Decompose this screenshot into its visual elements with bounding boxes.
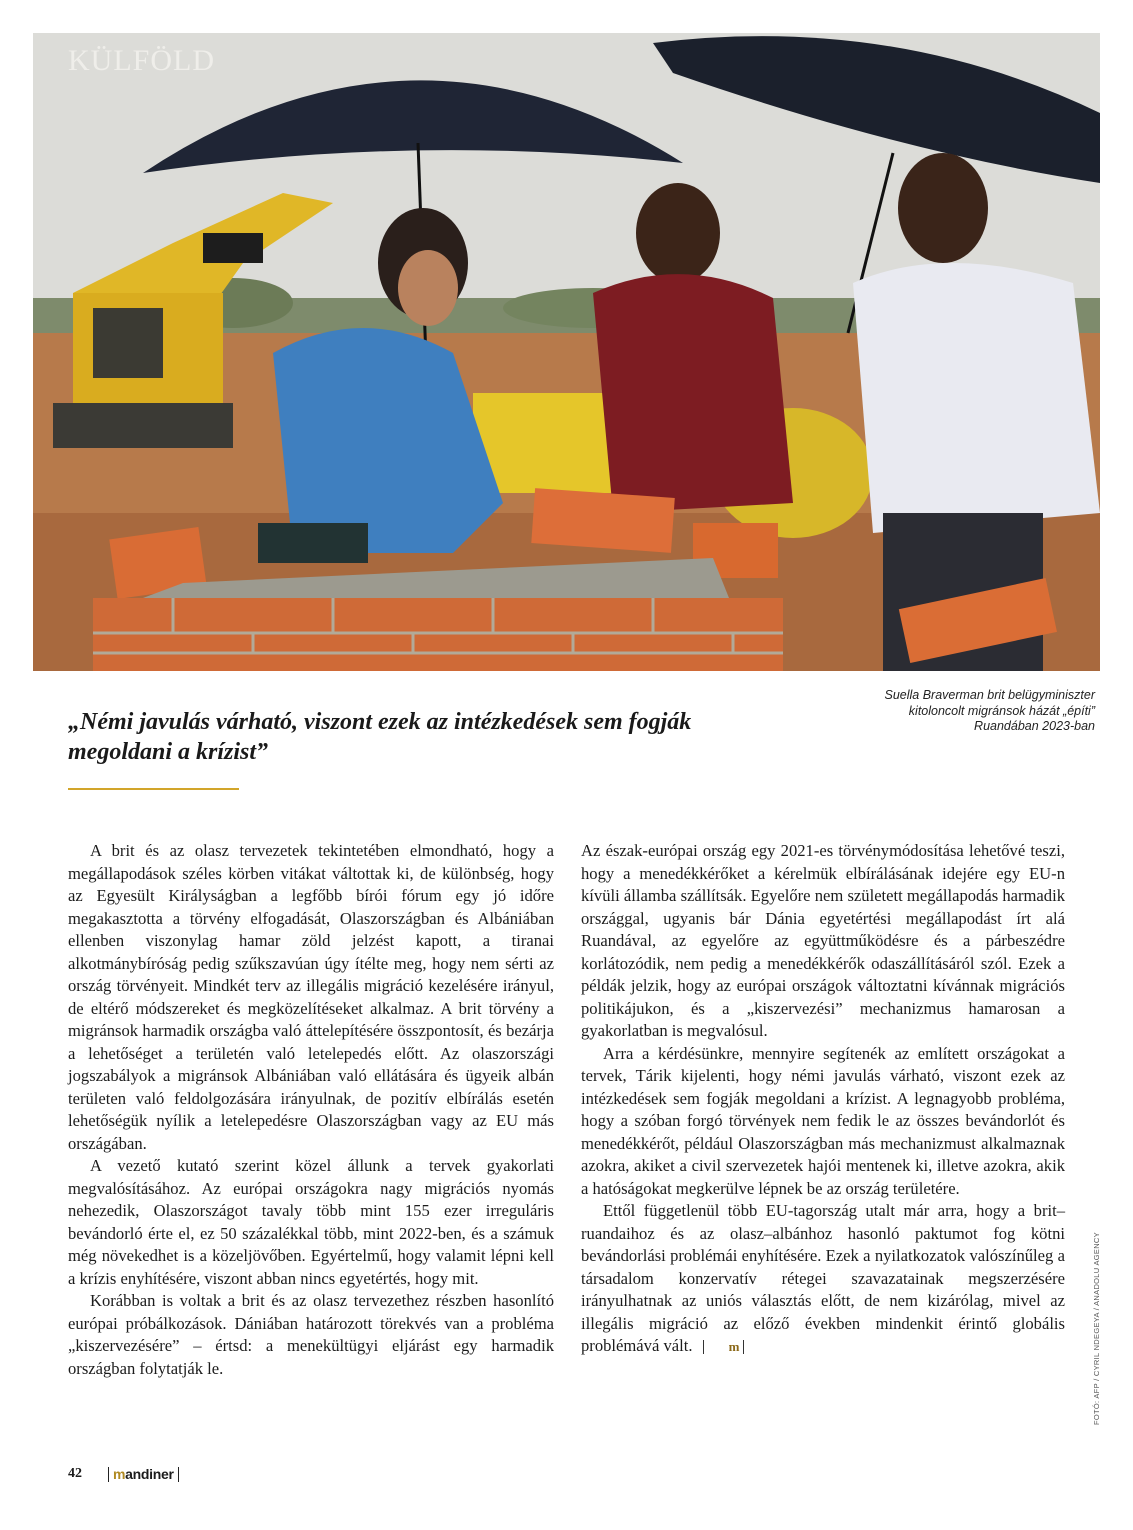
paragraph: A vezető kutató szerint közel állunk a tervek gyakorlati megvalósításához. Az európai országokra nagy migrációs nyomás nehezedik, Olaszországot tavaly több mint 155 ezer irreguláris bevándorló érte el, ez 50 százalékkal több, mint 2022-ben, és a számuk még növekedhet is a közeljövőben. Egyértelmű, hogy valamit lépni kell a krízis enyhítésére, viszont abban nincs egyetértés, hogy mit. <box>68 1156 554 1288</box>
article-column-right <box>581 840 1065 1358</box>
paragraph-text: Ettől függetlenül több EU-tagország utalt már arra, hogy a brit–ruandaihoz és az olasz–albánhoz hasonló paktumot fog kötni bevándorlási problémái enyhítésére. Ezek a nyilatkozatok valószínűleg a társadalom konzervatív rétegei szavazatainak megszerzésére irányulhatnak az uniós választás előtt, de nem kizárólag, mivel az illegális migráció az előző években mindenkit érintő globális problémává vált. <box>581 1201 1065 1355</box>
article-column-left <box>68 840 554 1380</box>
pull-quote-rule <box>68 788 239 790</box>
paragraph: Arra a kérdésünkre, mennyire segítenék az említett országokat a tervek, Tárik kijelenti, hogy némi javulás várható, viszont ezek az intézkedések sem fogják megoldani a krízist. A legnagyobb probléma, hogy a szóban forgó törvények nem fedik le az összes bevándorlót és menedékkérőt, például Olaszországban más mechanizmust alkalmaznak azokra, akiket a civil szervezetek hajói mentenek ki, illetve azokra, akik a hatóságokat megkerülve lépnek be az ország területére. <box>581 1043 1065 1198</box>
page-number: 42 <box>68 1466 82 1481</box>
logo-rest: andiner <box>125 1465 174 1482</box>
paragraph: Az észak-európai ország egy 2021-es törvénymódosítása lehetővé teszi, hogy a menedékkérőket a kérelmük elbírálásának idejére egy EU-n kívüli államba szállítsák. Egyelőre nem született megállapodás harmadik országgal, ugyanis bár Dánia egyetértési megállapodást írt alá Ruandával, az egyelőre az együttműködésre és a párbeszédre korlátozódik, nem pedig a menedékkérők odaszállításáról szól. Ezek a példák jelzik, hogy az európai országok változtatni kívánnak migrációs politikájukon, és a „kiszervezési” mechanizmus hamarosan a gyakorlatban is megvalósul. <box>581 841 1065 1040</box>
page-footer <box>68 1466 179 1482</box>
paragraph: A brit és az olasz tervezetek tekintetében elmondható, hogy a megállapodások széles körben vitákat váltottak ki, de különbség, hogy az Egyesült Királyságban a legfőbb bírói fórum egy jó időre megakasztotta a törvény elfogadását, Olaszországban és Albániában ellenben viszonylag hamar zöld jelzést kapott, a tiranai alkotmánybíróság pedig szűkszavúan úgy ítélte meg, hogy nem sérti az ország törvényeit. Mindkét terv az illegális migráció kezelésére irányul, de eltérő módszereket és megközelítéseket alkalmaz. A brit törvény a migránsok harmadik országba való áttelepítésére összpontosít, és bezárja a lehetőséget a területén való letelepedés előtt. Az olaszországi jogszabályok a migránsok Albániában való ellátására és ügyeik albán területen való feldolgozására irányulnak, de pozitív elbírálás esetén lehetőségük nyílik a letelepedésre Olaszországban vagy az EU más országában. <box>68 841 554 1153</box>
section-label: KÜLFÖLD <box>68 44 215 77</box>
article-photo <box>33 33 1100 671</box>
photo-credit: FOTÓ: AFP / CYRIL NDEGEYA / ANADOLU AGENCY <box>1092 1232 1101 1425</box>
publication-logo <box>108 1467 179 1482</box>
paragraph: Korábban is voltak a brit és az olasz tervezethez részben hasonlító európai próbálkozások. Dániában határozott törekvés van a probléma „kiszervezésére” – értsd: a menekültügyi eljárást egy harmadik országban folytatják le. <box>68 1291 554 1378</box>
photo-illustration <box>33 33 1100 671</box>
photo-caption: Suella Braverman brit belügyminiszter kitoloncolt migránsok házát „építi” Ruandában 2023-ban <box>884 688 1095 733</box>
pull-quote: „Némi javulás várható, viszont ezek az intézkedések sem fogják megoldani a krízist” <box>68 709 692 765</box>
paragraph <box>581 1200 1065 1358</box>
end-mark-icon: m <box>703 1340 744 1354</box>
logo-initial: m <box>113 1465 126 1482</box>
